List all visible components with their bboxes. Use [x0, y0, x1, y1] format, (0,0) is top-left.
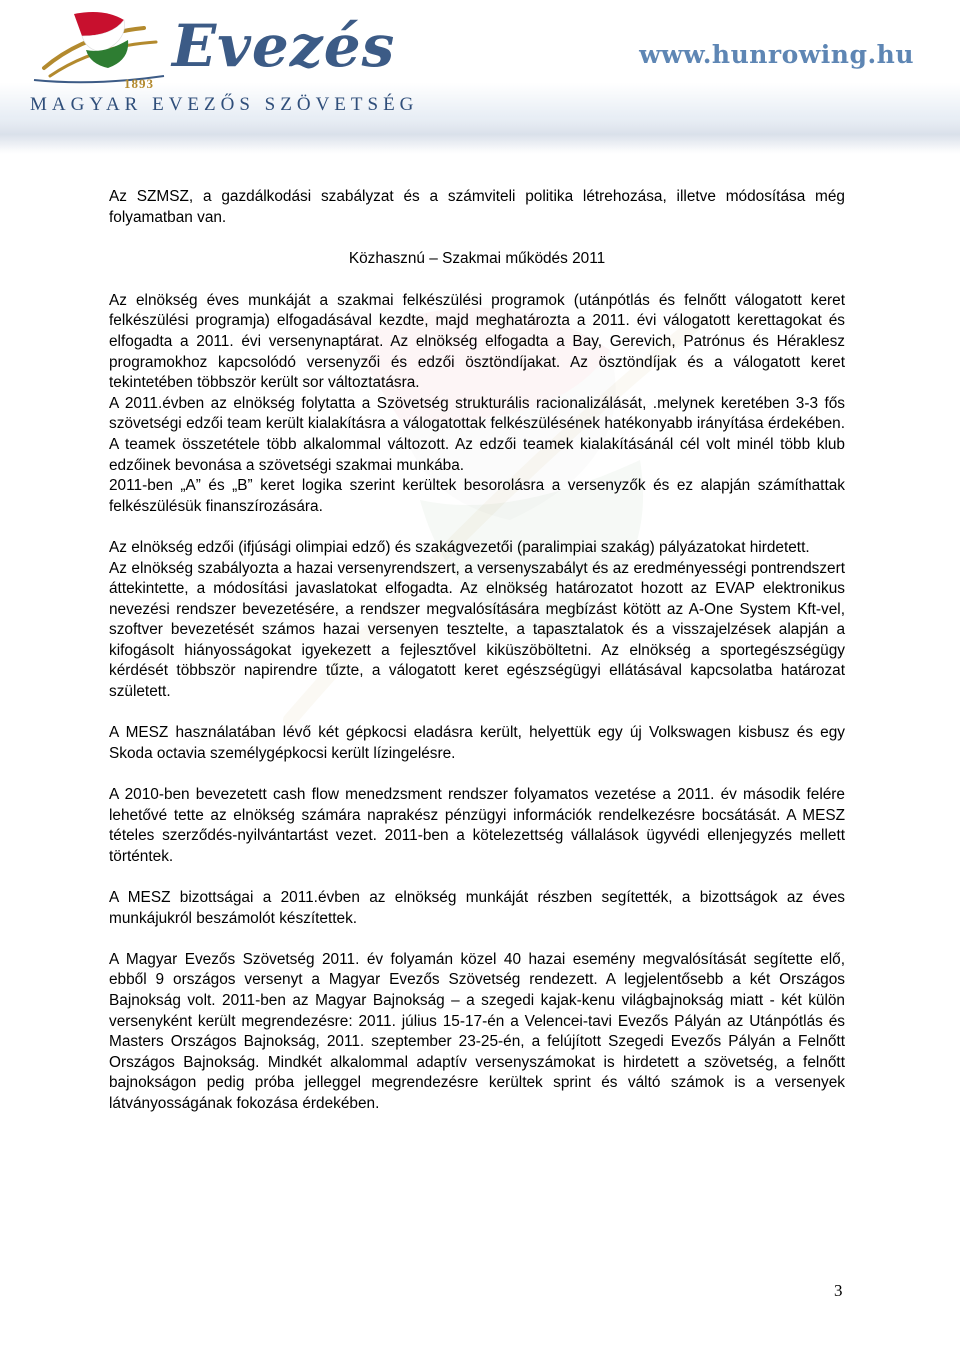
document-body — [109, 187, 845, 1115]
site-url: www.hunrowing.hu — [639, 40, 914, 69]
paragraph: A Magyar Evezős Szövetség 2011. év folyamán közel 40 hazai esemény megvalósítását segítette elő, ebből 9 országos versenyt a Magyar Evezős Szövetség rendezett. A legjelentősebb a két Országos Bajnokság volt. 2011-ben az Magyar Bajnokság – a szegedi kajak-kenu világbajnokság miatt - két külön versenyként került megrendezésre: 2011. július 15-17-én a Velencei-tavi Evezős Pályán az Utánpótlás és Masters Országos Bajnokság, 2011. szeptember 23-25-én, a felújított Szegedi Evezős Pályán a Felnőtt Országos Bajnokság. Mindkét alkalommal adaptív versenyszámokat is hirdetett a szövetség, a felnőtt bajnokságon pedig próba jelleggel megrendezésre kerültek sprint és váltó számok is a versenyek látványosságának fokozása érdekében. — [109, 950, 845, 1112]
paragraph: Az elnökség éves munkáját a szakmai felkészülési programok (utánpótlás és felnőtt válogatott keret felkészülési programja) elfogadásával kezdte, majd meghatározta a 2011. évi válogatott kerettagokat és elfogadta a 2011. évi versenynaptárat. Az elnökség elfogadta a Bay, Gerevich, Patrónus és Héraklesz programokhoz kapcsolódó versenyzői és edzői ösztöndíjakat. Az ösztöndíjak és a válogatott keret tekintetében többször került sor változtatásra. — [109, 291, 845, 392]
logo-wordmark: Evezés — [172, 12, 396, 80]
page-number: 3 — [834, 1281, 843, 1300]
page-header — [0, 0, 960, 150]
paragraph: Az elnökség szabályozta a hazai versenyrendszert, a versenyszabályt és az eredményességi pontrendszert áttekintette, a módosítási javaslatokat elfogadta. Az elnökség határozatot hozott az EVAP elektronikus nevezési rendszer bevezetésére, a rendszer megvalósítására megbízást kötött az A-One System Kft-vel, szoftver bevezetését számos hazai versenyen tesztelte, a tapasztalatok és a visszajelzések alapján a kifogásolt hiányosságokat igyekezett a fejlesztővel kiküszöböltetni. Az elnökség a sportegészségügy kérdését többször napirendre tűzte, a válogatott keret egészségügyi ellátásával kapcsolatba határozat született. — [109, 559, 845, 701]
logo-year: 1893 — [124, 76, 154, 91]
logo-organization-name: MAGYAR EVEZŐS SZÖVETSÉG — [30, 94, 419, 115]
paragraph: A 2010-ben bevezetett cash flow menedzsment rendszer folyamatos vezetése a 2011. év második felére lehetővé tette az elnökség számára naprakész pénzügyi információk rendelkezésre bocsátását. A MESZ tételes szerződés-nyilvántartást vezet. 2011-ben a kötelezettség vállalások ügyvédi ellenjegyzés mellett történtek. — [109, 786, 845, 865]
paragraph: A 2011.évben az elnökség folytatta a Szövetség strukturális racionalizálását, .melynek keretében 3-3 fős szövetségi edzői team került kialakításra a válogatottak felkészülésének hatékonyabb irányítása érdekében. A teamek összetétele több alkalommal változott. Az edzői teamek kialakításánál cél volt minél több klub edzőinek bevonása a szövetségi szakmai munkába. — [109, 394, 845, 474]
paragraph: A MESZ használatában lévő két gépkocsi eladásra került, helyettük egy új Volkswagen kisbusz és egy Skoda octavia személygépkocsi került lízingelésre. — [109, 724, 845, 762]
paragraph: A MESZ bizottságai a 2011.évben az elnökség munkáját részben segítették, a bizottságok az éves munkájukról beszámolót készítettek. — [109, 889, 845, 927]
section-heading: Közhasznú – Szakmai működés 2011 — [348, 250, 606, 268]
paragraph: 2011-ben „A” és „B” keret logika szerint kerültek besorolásra a versenyzők és ez alapján számíthattak felkészülésük finanszírozására. — [109, 477, 845, 515]
intro-paragraph: Az SZMSZ, a gazdálkodási szabályzat és a számviteli politika létrehozása, illetve módosítása még folyamatban van. — [109, 188, 845, 226]
paragraph: Az elnökség edzői (ifjúsági olimpiai edző) és szakágvezetői (paralimpiai szakág) pályázatokat hirdetett. — [109, 538, 810, 556]
header-shadow — [0, 118, 960, 154]
